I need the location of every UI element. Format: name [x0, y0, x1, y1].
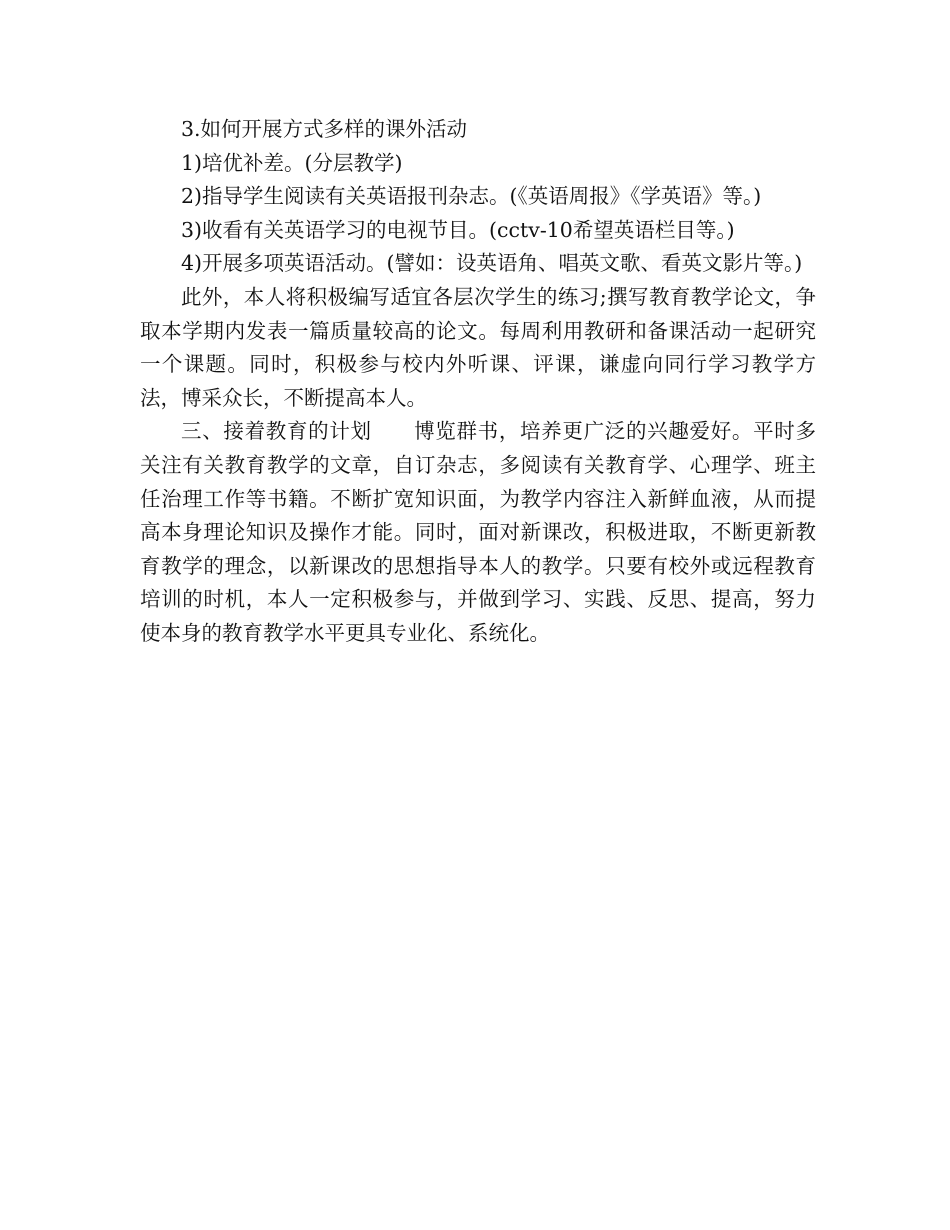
paragraph-activities-heading: 3.如何开展方式多样的课外活动: [181, 117, 468, 141]
paragraph-item-3: 3)收看有关英语学习的电视节目。(cctv-10希望英语栏目等。): [181, 217, 735, 242]
paragraph-additional-plans: 此外，本人将积极编写适宜各层次学生的练习;撰写教育教学论文，争取本学期内发表一篇质量较高的论文。每周利用教研和备课活动一起研究一个课题。同时，积极参与校内外听课、评课，谦虚向同行学习教学方法，博采众长，不断提高本人。: [140, 284, 816, 410]
paragraph-continuing-education: 三、接着教育的计划 博览群书，培养更广泛的兴趣爱好。平时多关注有关教育教学的文章，自订杂志，多阅读有关教育学、心理学、班主任治理工作等书籍。不断扩宽知识面，为教学内容注入新鲜血液，从而提高本身理论知识及操作才能。同时，面对新课改，积极进取，不断更新教育教学的理念，以新课改的思想指导本人的教学。只要有校外或远程教育培训的时机，本人一定积极参与，并做到学习、实践、反思、提高，努力使本身的教育教学水平更具专业化、系统化。: [140, 419, 816, 645]
paragraph-item-2: 2)指导学生阅读有关英语报刊杂志。(《英语周报》《学英语》等。): [181, 184, 762, 209]
document-body: [140, 113, 816, 651]
paragraph-item-4: 4)开展多项英语活动。(譬如：设英语角、唱英文歌、看英文影片等。): [181, 251, 803, 276]
paragraph-item-1: 1)培优补差。(分层教学): [181, 150, 403, 175]
